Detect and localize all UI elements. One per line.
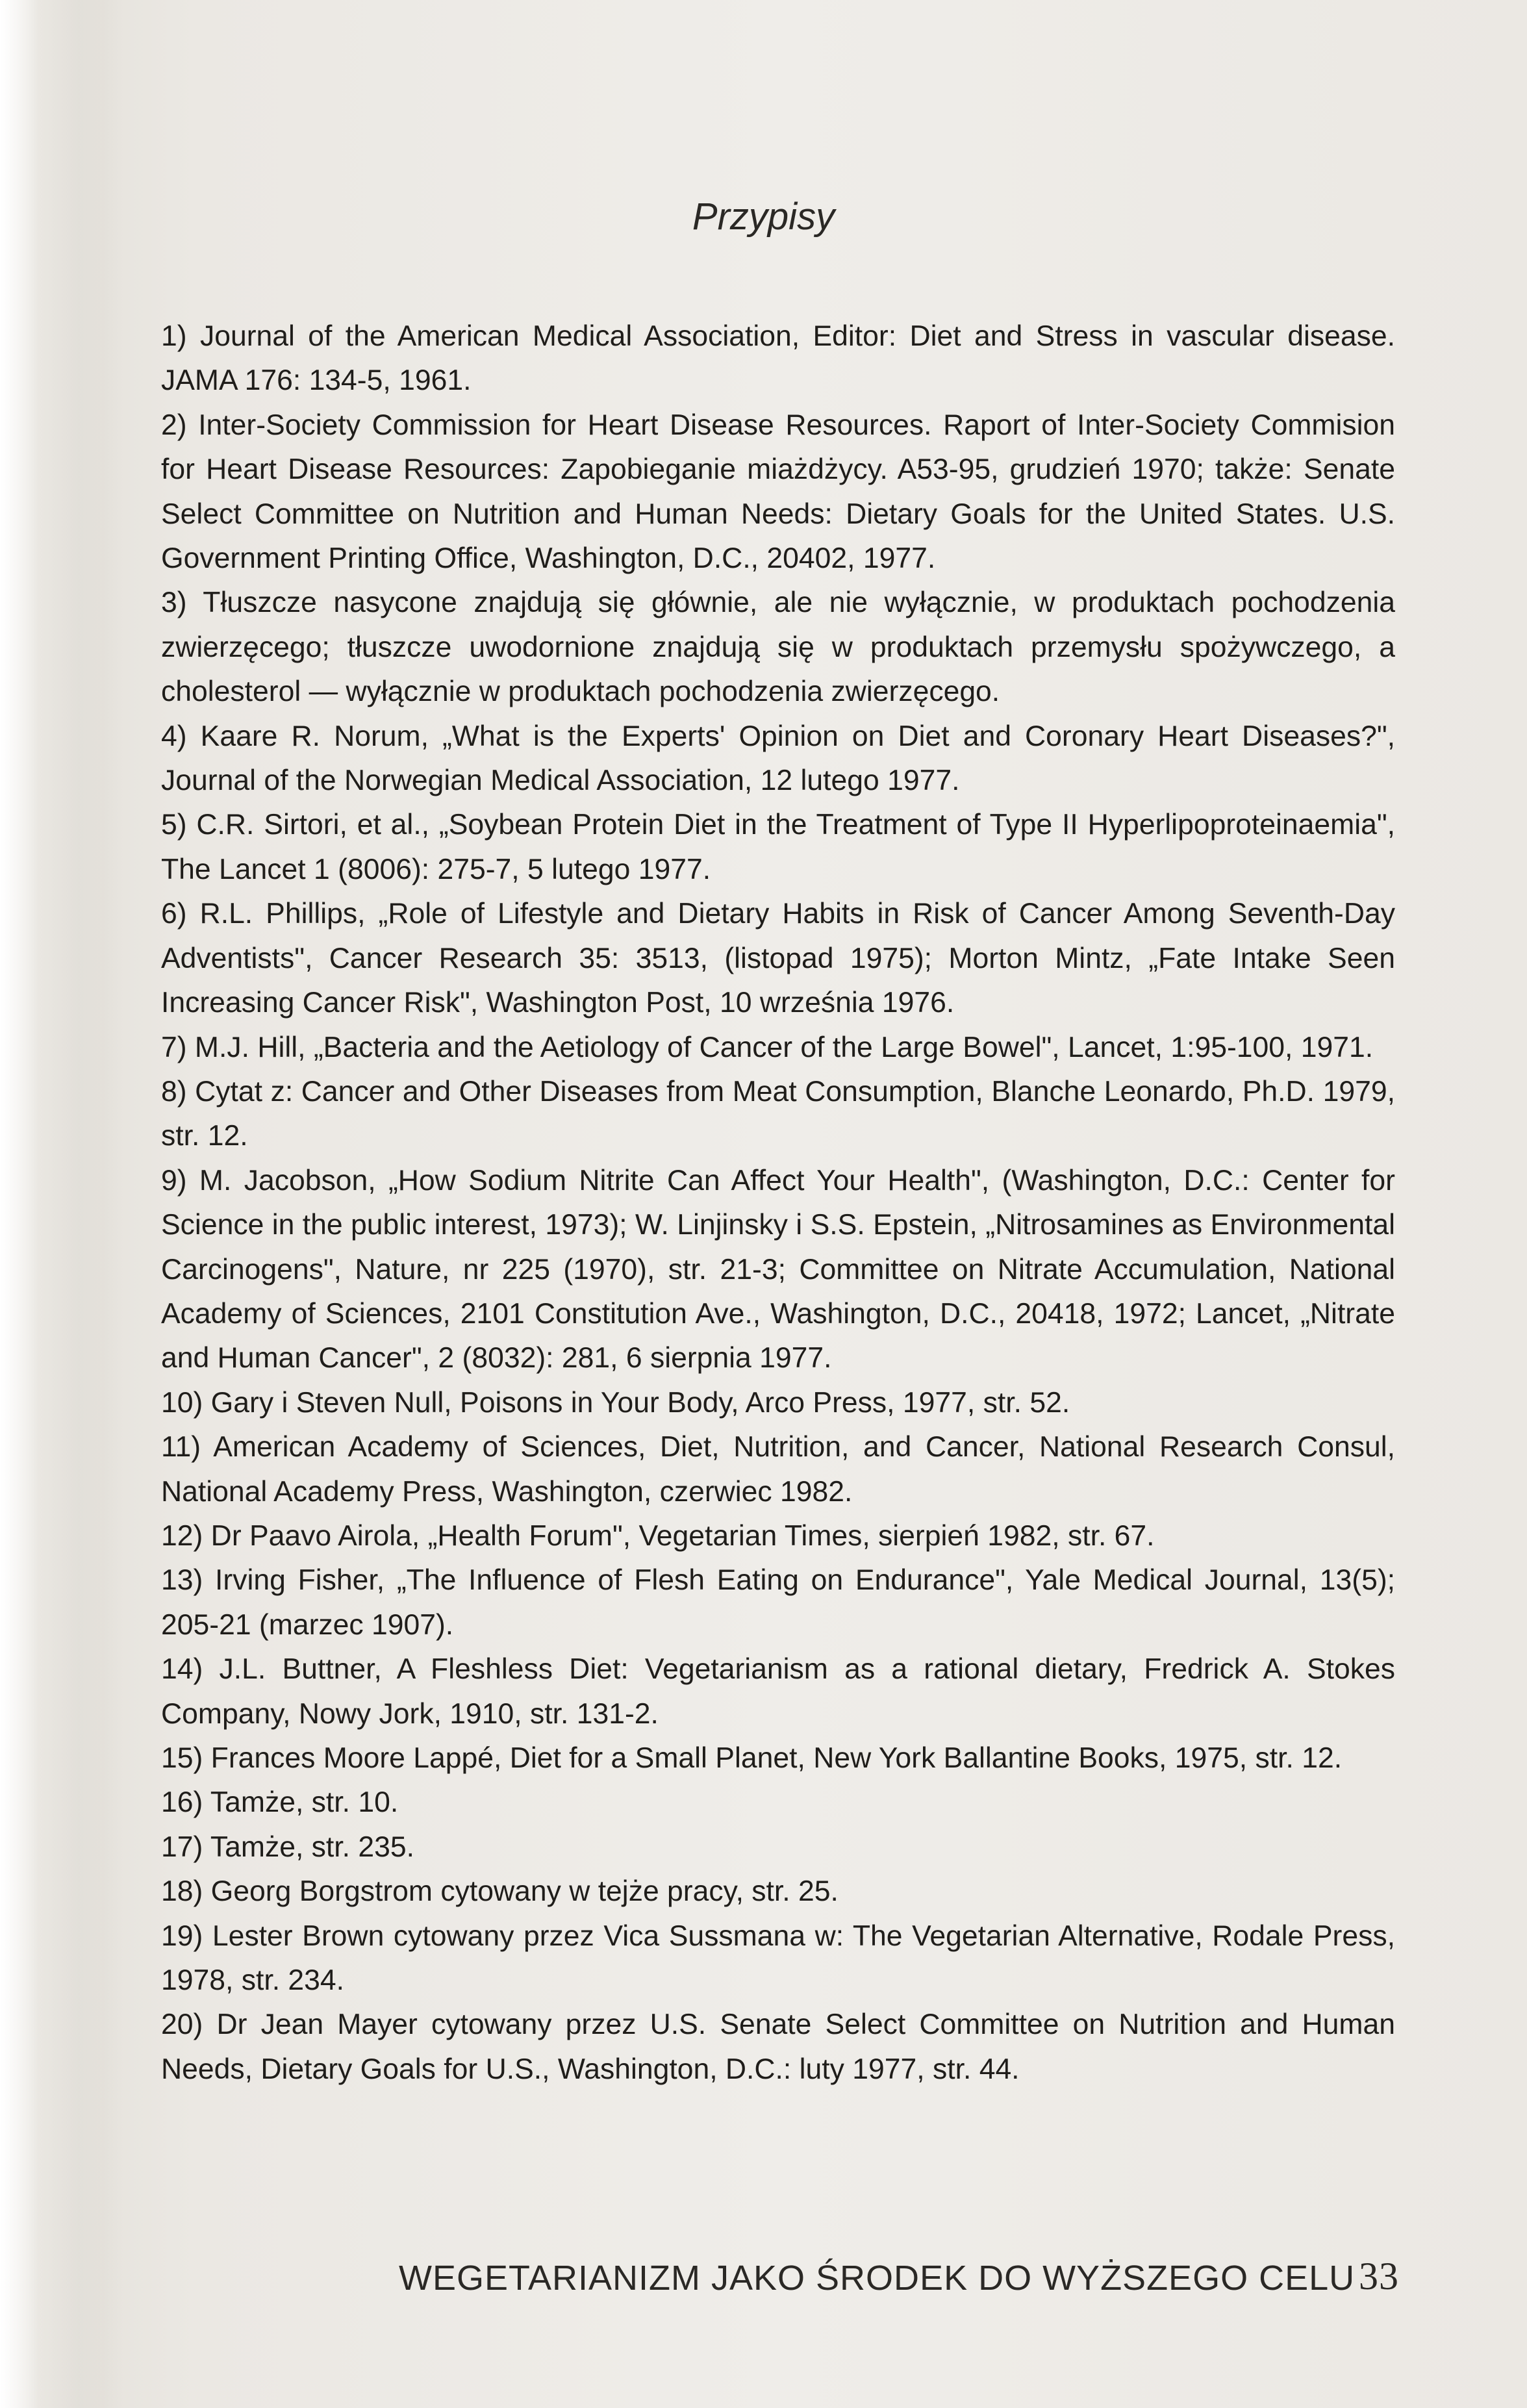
footnote-item: 10) Gary i Steven Null, Poisons in Your Body, Arco Press, 1977, str. 52. [161, 1386, 1070, 1419]
footnote-item: 5) C.R. Sirtori, et al., „Soybean Protein Diet in the Treatment of Type II Hyperlipoproteinaemia", The Lancet 1 (8006): 275-7, 5 lutego 1977. [161, 809, 1395, 885]
footnote-item: 2) Inter-Society Commission for Heart Disease Resources. Raport of Inter-Society Commision for Heart Disease Resources: Zapobieganie miażdżycy. A53-95, grudzień 1970; także: Senate Select Committee on Nutrition and Human Needs: Dietary Goals for the United States. U.S. Government Printing Office, Washington, D.C., 20402, 1977. [161, 409, 1395, 575]
footnote-item: 7) M.J. Hill, „Bacteria and the Aetiology of Cancer of the Large Bowel", Lancet, 1:95-100, 1971. [161, 1031, 1374, 1063]
footnote-item: 13) Irving Fisher, „The Influence of Flesh Eating on Endurance", Yale Medical Journal, 13(5); 205-21 (marzec 1907). [161, 1564, 1395, 1641]
footnote-item: 19) Lester Brown cytowany przez Vica Sussmana w: The Vegetarian Alternative, Rodale Press, 1978, str. 234. [161, 1920, 1395, 1997]
footnote-item: 16) Tamże, str. 10. [161, 1786, 399, 1819]
footnote-item: 4) Kaare R. Norum, „What is the Experts' Opinion on Diet and Coronary Heart Diseases?", Journal of the Norwegian Medical Association, 12 lutego 1977. [161, 720, 1395, 797]
page-heading: Przypisy [692, 196, 835, 238]
footnote-item: 1) Journal of the American Medical Association, Editor: Diet and Stress in vascular disease. JAMA 176: 134-5, 1961. [161, 320, 1395, 397]
footnote-item: 3) Tłuszcze nasycone znajdują się głównie, ale nie wyłącznie, w produktach pochodzenia zwierzęcego; tłuszcze uwodornione znajdują się w produktach przemysłu spożywczego, a cholesterol — wyłącznie w produktach pochodzenia zwierzęcego. [161, 587, 1395, 708]
footnote-item: 11) American Academy of Sciences, Diet, Nutrition, and Cancer, National Research Consul, National Academy Press, Washington, czerwiec 1982. [161, 1431, 1395, 1508]
page-spine-shadow [0, 0, 123, 2408]
footnote-item: 20) Dr Jean Mayer cytowany przez U.S. Senate Select Committee on Nutrition and Human Needs, Dietary Goals for U.S., Washington, D.C.: luty 1977, str. 44. [161, 2009, 1395, 2085]
footnote-item: 14) J.L. Buttner, A Fleshless Diet: Vegetarianism as a rational dietary, Fredrick A. Stokes Company, Nowy Jork, 1910, str. 131-2. [161, 1653, 1395, 1730]
running-title: WEGETARIANIZM JAKO ŚRODEK DO WYŻSZEGO CELU [399, 2259, 1356, 2298]
footnote-item: 17) Tamże, str. 235. [161, 1831, 414, 1863]
page-number: 33 [1359, 2255, 1399, 2298]
footnote-item: 8) Cytat z: Cancer and Other Diseases from Meat Consumption, Blanche Leonardo, Ph.D. 1979, str. 12. [161, 1075, 1395, 1152]
footnote-item: 9) M. Jacobson, „How Sodium Nitrite Can Affect Your Health", (Washington, D.C.: Center for Science in the public interest, 1973); W. Linjinsky i S.S. Epstein, „Nitrosamines as Environmental Carcinogens", Nature, nr 225 (1970), str. 21-3; Committee on Nitrate Accumulation, National Academy of Sciences, 2101 Constitution Ave., Washington, D.C., 20418, 1972; Lancet, „Nitrate and Human Cancer", 2 (8032): 281, 6 sierpnia 1977. [161, 1164, 1395, 1375]
footnote-item: 15) Frances Moore Lappé, Diet for a Small Planet, New York Ballantine Books, 1975, str. 12. [161, 1742, 1343, 1774]
footnote-item: 6) R.L. Phillips, „Role of Lifestyle and Dietary Habits in Risk of Cancer Among Seventh-Day Adventists", Cancer Research 35: 3513, (listopad 1975); Morton Mintz, „Fate Intake Seen Increasing Cancer Risk", Washington Post, 10 września 1976. [161, 898, 1395, 1019]
footnotes-list [161, 314, 1395, 2092]
footnote-item: 18) Georg Borgstrom cytowany w tejże pracy, str. 25. [161, 1875, 839, 1908]
footnote-item: 12) Dr Paavo Airola, „Health Forum", Vegetarian Times, sierpień 1982, str. 67. [161, 1519, 1155, 1552]
